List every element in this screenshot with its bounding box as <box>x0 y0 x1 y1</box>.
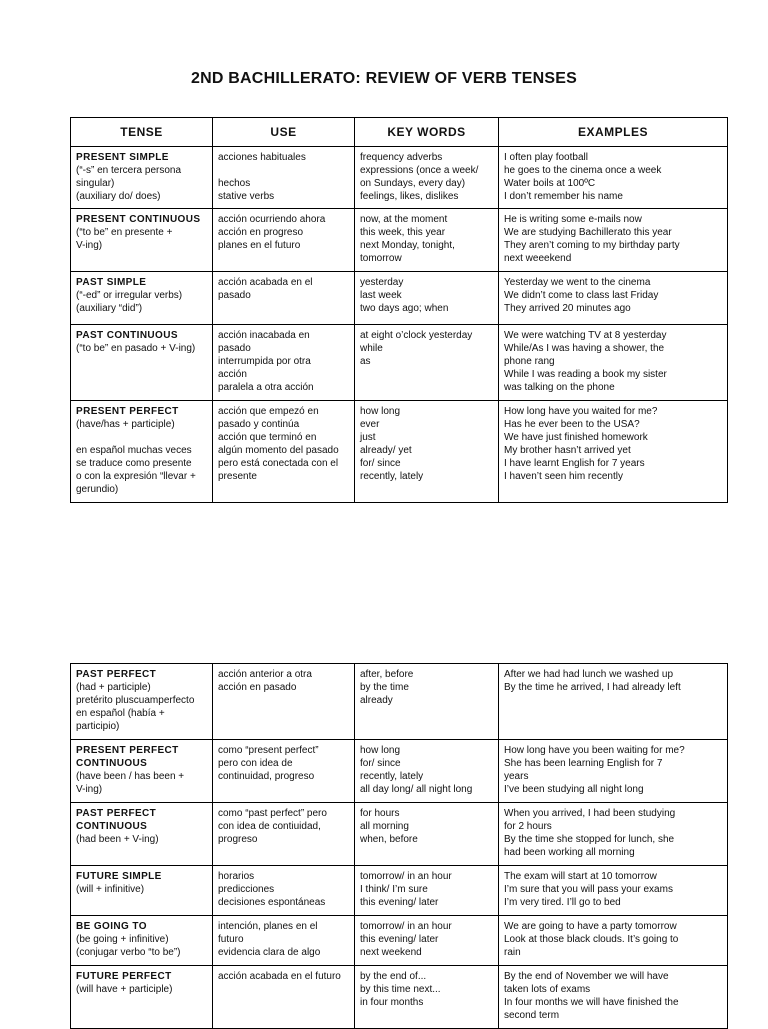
tenses-table-2 <box>70 663 728 1029</box>
table-row <box>71 147 728 209</box>
tense-cell <box>71 916 213 966</box>
keywords-cell: at eight o’clock yesterday while as <box>355 325 499 401</box>
use-cell: horarios predicciones decisiones espontáneas <box>213 866 355 916</box>
table-row <box>71 272 728 325</box>
tense-name: PRESENT CONTINUOUS <box>76 214 201 225</box>
keywords-cell: now, at the moment this week, this year next Monday, tonight, tomorrow <box>355 209 499 272</box>
tense-cell <box>71 325 213 401</box>
tense-cell <box>71 272 213 325</box>
examples-cell: I often play football he goes to the cinema once a week Water boils at 100ºC I don’t remember his name <box>499 147 728 209</box>
use-cell: como “present perfect” pero con idea de continuidad, progreso <box>213 740 355 803</box>
header-key-words: KEY WORDS <box>355 118 499 147</box>
keywords-cell: yesterday last week two days ago; when <box>355 272 499 325</box>
tense-description: (have been / has been + V-ing) <box>76 771 185 795</box>
tense-name: FUTURE SIMPLE <box>76 871 162 882</box>
examples-cell: The exam will start at 10 tomorrow I’m sure that you will pass your exams I’m very tired. I’ll go to bed <box>499 866 728 916</box>
tense-description: (will have + participle) <box>76 984 173 995</box>
table-row <box>71 803 728 866</box>
keywords-cell: how long ever just already/ yet for/ since recently, lately <box>355 401 499 503</box>
keywords-cell: frequency adverbs expressions (once a week/ on Sundays, every day) feelings, likes, dislikes <box>355 147 499 209</box>
examples-cell: Yesterday we went to the cinema We didn’t come to class last Friday They arrived 20 minutes ago <box>499 272 728 325</box>
tense-description: (“to be” en pasado + V-ing) <box>76 343 196 354</box>
tense-description: (had + participle) pretérito pluscuamperfecto en español (había + participio) <box>76 682 195 732</box>
examples-cell: He is writing some e-mails now We are studying Bachillerato this year They aren’t coming to my birthday party next weeekend <box>499 209 728 272</box>
examples-cell: We are going to have a party tomorrow Look at those black clouds. It’s going to rain <box>499 916 728 966</box>
table-row <box>71 325 728 401</box>
table-row <box>71 916 728 966</box>
header-examples: EXAMPLES <box>499 118 728 147</box>
tense-cell <box>71 209 213 272</box>
keywords-cell: for hours all morning when, before <box>355 803 499 866</box>
use-cell: intención, planes en el futuro evidencia clara de algo <box>213 916 355 966</box>
examples-cell: After we had had lunch we washed up By the time he arrived, I had already left <box>499 664 728 740</box>
examples-cell: When you arrived, I had been studying for 2 hours By the time she stopped for lunch, she had been working all morning <box>499 803 728 866</box>
keywords-cell: tomorrow/ in an hour I think/ I’m sure this evening/ later <box>355 866 499 916</box>
header-tense: TENSE <box>71 118 213 147</box>
table-row <box>71 401 728 503</box>
table-row <box>71 664 728 740</box>
tense-name: PAST PERFECT CONTINUOUS <box>76 808 157 832</box>
examples-cell: How long have you waited for me? Has he ever been to the USA? We have just finished homework My brother hasn’t arrived yet I have learnt English for 7 years I haven’t seen him recently <box>499 401 728 503</box>
tense-name: BE GOING TO <box>76 921 147 932</box>
tense-name: PRESENT PERFECT <box>76 406 179 417</box>
use-cell: acción acabada en el futuro <box>213 966 355 1029</box>
use-cell: acción que empezó en pasado y continúa acción que terminó en algún momento del pasado pero está conectada con el presente <box>213 401 355 503</box>
keywords-cell: after, before by the time already <box>355 664 499 740</box>
tense-description: (had been + V-ing) <box>76 834 159 845</box>
examples-cell: How long have you been waiting for me? She has been learning English for 7 years I’ve been studying all night long <box>499 740 728 803</box>
tense-description: (be going + infinitive) (conjugar verbo “to be”) <box>76 934 181 958</box>
table-row <box>71 866 728 916</box>
tense-cell <box>71 966 213 1029</box>
tense-cell <box>71 803 213 866</box>
keywords-cell: by the end of... by this time next... in four months <box>355 966 499 1029</box>
tense-name: PRESENT PERFECT CONTINUOUS <box>76 745 179 769</box>
keywords-cell: how long for/ since recently, lately all day long/ all night long <box>355 740 499 803</box>
tense-description: (will + infinitive) <box>76 884 145 895</box>
tense-description: (“to be” en presente + V-ing) <box>76 227 173 251</box>
page-title: 2ND BACHILLERATO: REVIEW OF VERB TENSES <box>191 70 577 87</box>
use-cell: como “past perfect” pero con idea de contiuidad, progreso <box>213 803 355 866</box>
tense-description: (“-ed” or irregular verbs) (auxiliary “did”) <box>76 290 183 314</box>
table-row <box>71 740 728 803</box>
use-cell: acción anterior a otra acción en pasado <box>213 664 355 740</box>
use-cell: acciones habituales hechos stative verbs <box>213 147 355 209</box>
examples-cell: We were watching TV at 8 yesterday While/As I was having a shower, the phone rang While I was reading a book my sister was talking on the phone <box>499 325 728 401</box>
tense-name: PAST PERFECT <box>76 669 157 680</box>
use-cell: acción acabada en el pasado <box>213 272 355 325</box>
tense-name: FUTURE PERFECT <box>76 971 172 982</box>
tense-name: PAST CONTINUOUS <box>76 330 178 341</box>
use-cell: acción inacabada en pasado interrumpida por otra acción paralela a otra acción <box>213 325 355 401</box>
use-cell: acción ocurriendo ahora acción en progreso planes en el futuro <box>213 209 355 272</box>
table-row <box>71 966 728 1029</box>
tense-cell <box>71 664 213 740</box>
examples-cell: By the end of November we will have taken lots of exams In four months we will have finished the second term <box>499 966 728 1029</box>
header-use: USE <box>213 118 355 147</box>
tense-cell <box>71 401 213 503</box>
tense-name: PAST SIMPLE <box>76 277 147 288</box>
keywords-cell: tomorrow/ in an hour this evening/ later next weekend <box>355 916 499 966</box>
tense-name: PRESENT SIMPLE <box>76 152 169 163</box>
table-row <box>71 209 728 272</box>
tense-description: (have/has + participle) en español muchas veces se traduce como presente o con la expresión “llevar + gerundio) <box>76 419 196 495</box>
tense-description: (“-s” en tercera persona singular) (auxiliary do/ does) <box>76 165 182 202</box>
tense-cell <box>71 866 213 916</box>
tenses-table-1 <box>70 117 728 503</box>
tense-cell <box>71 740 213 803</box>
table-header-row <box>71 118 728 147</box>
tense-cell <box>71 147 213 209</box>
